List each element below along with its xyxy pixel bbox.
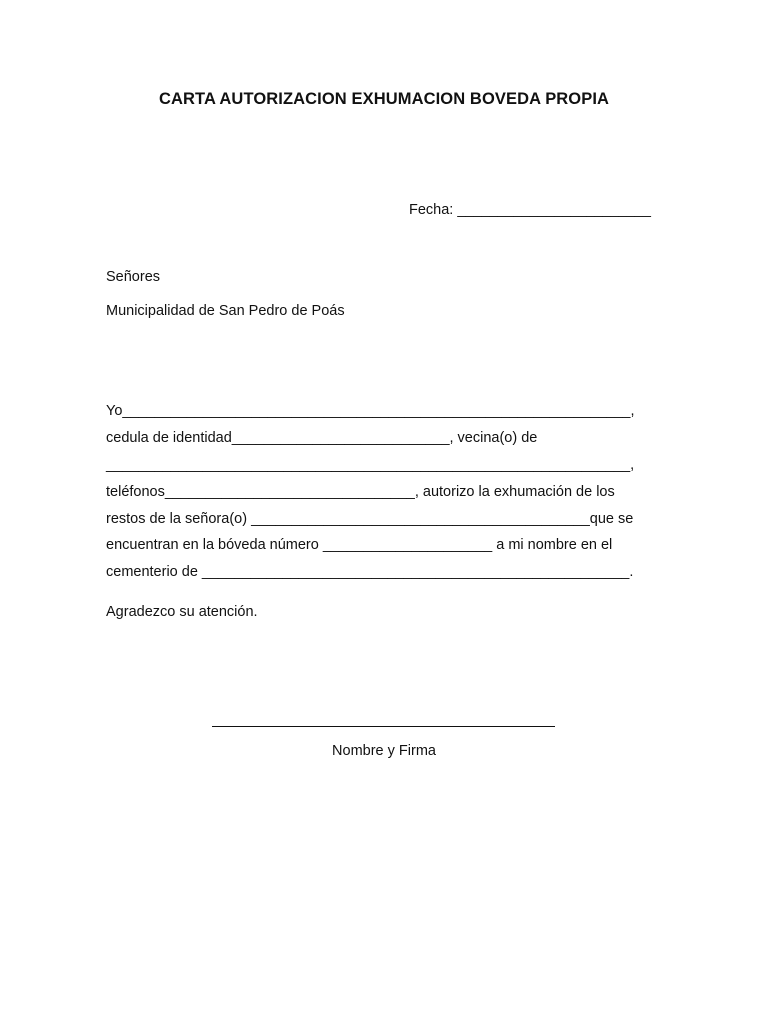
body-line-name: Yo_______________________________________________________________, xyxy=(106,403,635,419)
document-title: CARTA AUTORIZACION EXHUMACION BOVEDA PROPIA xyxy=(158,90,610,108)
closing: Agradezco su atención. xyxy=(106,604,258,620)
body-line-phones: teléfonos_______________________________, autorizo la exhumación de los xyxy=(106,484,615,500)
body-line-remains: restos de la señora(o) __________________________________________que se xyxy=(106,511,634,527)
date-line: Fecha: ________________________ xyxy=(409,202,651,218)
body-line-id: cedula de identidad___________________________, vecina(o) de xyxy=(106,430,538,446)
signature-caption: Nombre y Firma xyxy=(332,743,436,759)
body-line-cemetery: cementerio de _____________________________________________________. xyxy=(106,564,634,580)
body-line-residence: _________________________________________________________________, xyxy=(106,457,635,473)
salutation: Señores xyxy=(106,269,161,285)
body-line-vault: encuentran en la bóveda número _____________________ a mi nombre en el xyxy=(106,537,613,553)
recipient: Municipalidad de San Pedro de Poás xyxy=(106,303,345,319)
signature-line xyxy=(212,726,555,727)
